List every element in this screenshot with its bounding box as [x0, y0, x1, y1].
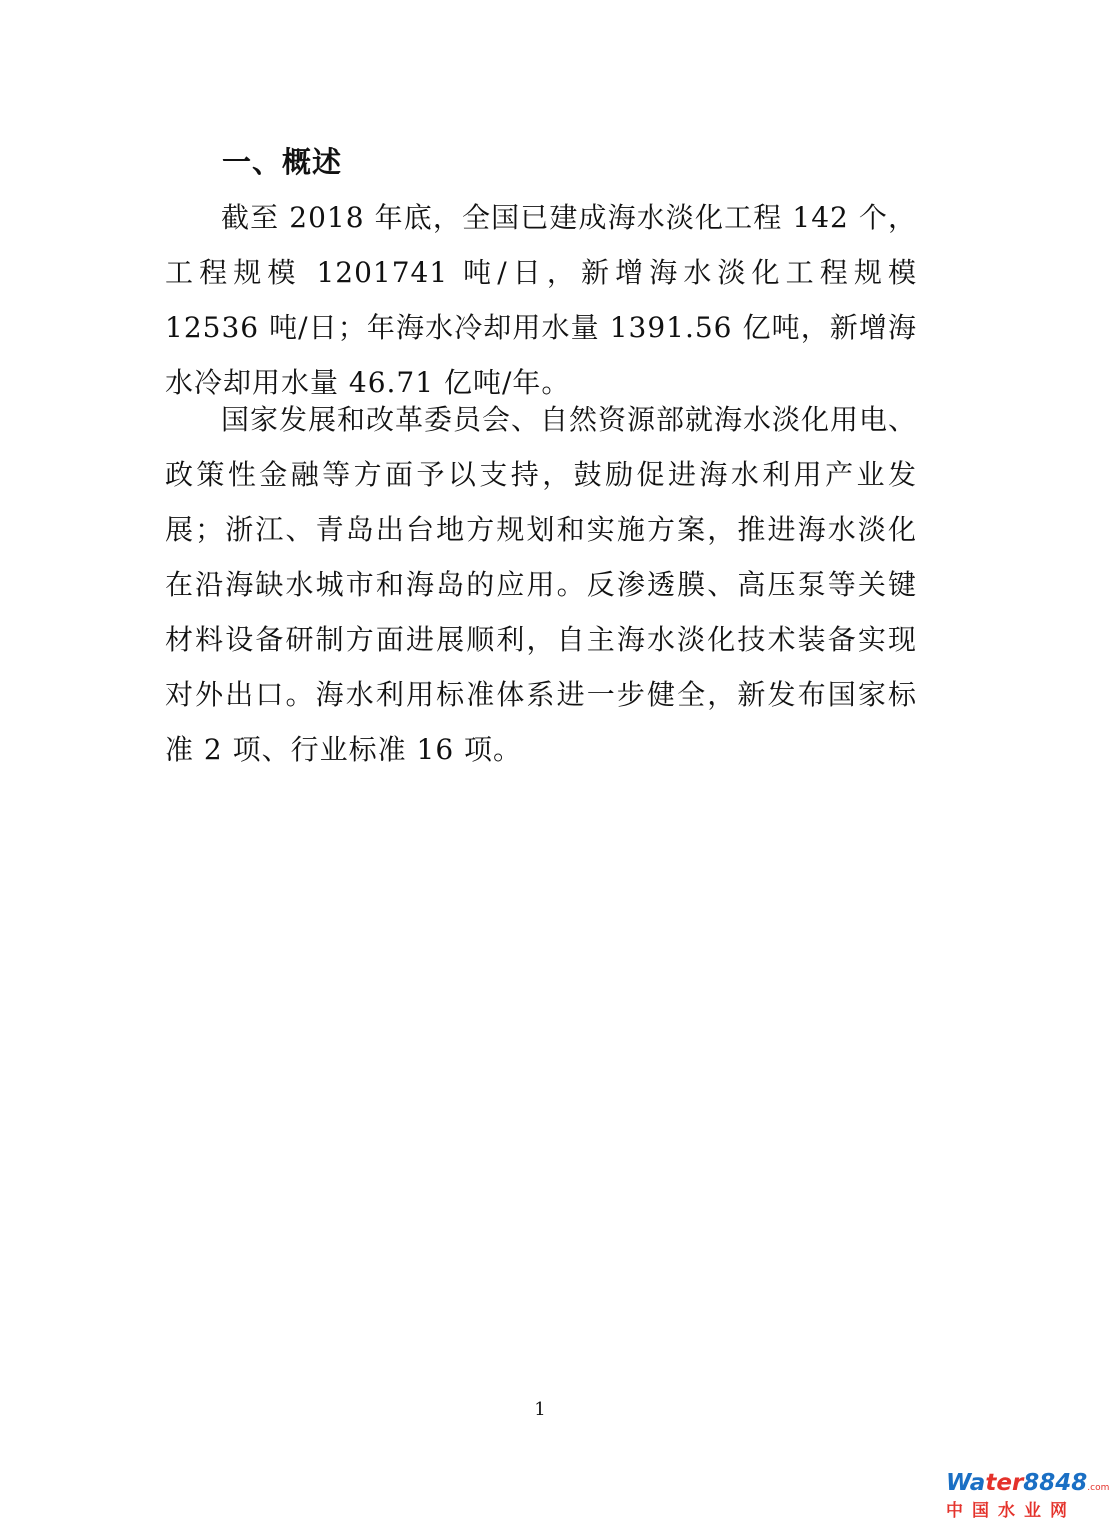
watermark-logo [946, 1470, 1109, 1521]
watermark-wordmark-number: 8848 [1023, 1470, 1088, 1496]
watermark-wordmark-suffix: .com [1087, 1483, 1109, 1493]
watermark-wordmark [946, 1470, 1109, 1501]
watermark-wordmark-main: Wa [946, 1470, 986, 1496]
watermark-subtitle: 中国水业网 [946, 1501, 1076, 1521]
paragraph-policy-support: 国家发展和改革委员会、自然资源部就海水淡化用电、政策性金融等方面予以支持，鼓励促进海水利用产业发展；浙江、青岛出台地方规划和实施方案，推进海水淡化在沿海缺水城市和海岛的应用。反渗透膜、高压泵等关键材料设备研制方面进展顺利，自主海水淡化技术装备实现对外出口。海水利用标准体系进一步健全，新发布国家标准 2 项、行业标准 16 项。 [165, 403, 918, 766]
section-heading: 一、概述 [222, 145, 343, 179]
watermark-wordmark-accent: ter [985, 1470, 1024, 1496]
paragraph-overview-statistics: 截至 2018 年底，全国已建成海水淡化工程 142 个，工程规模 1201741 吨/日，新增海水淡化工程规模 12536 吨/日；年海水冷却用水量 1391.56 亿吨，新增海水冷却用水量 46.71 亿吨/年。 [165, 201, 917, 399]
page-number: 1 [534, 1399, 546, 1420]
